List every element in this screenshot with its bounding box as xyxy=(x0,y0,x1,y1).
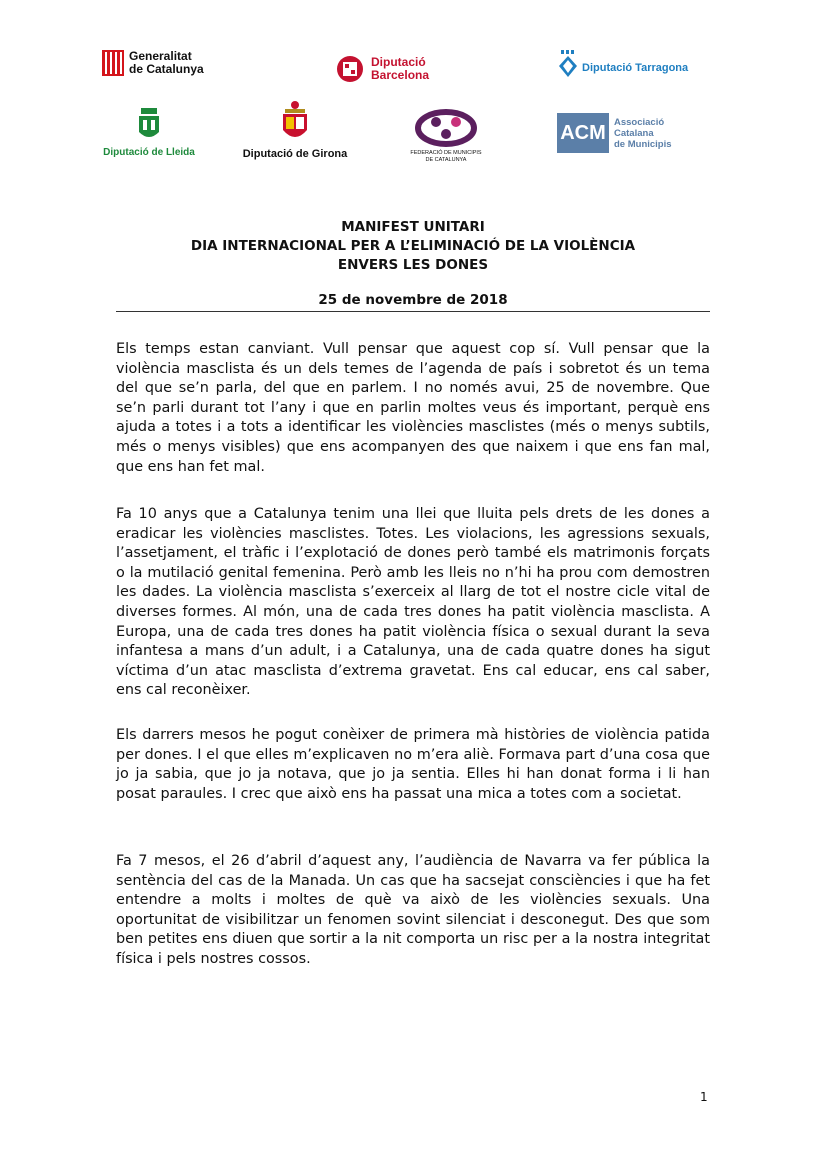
manifesto-title xyxy=(0,218,826,275)
paragraph-3: Els darrers mesos he pogut conèixer de primera mà històries de violència patida per dones. I el que elles m’explicaven no m’era aliè. Formava part d’una cosa que jo ja sabia, que jo ja notava, que jo ja sentia. Elles hi han donat forma i li han posat paraules. I crec que això ens ha passat una mica a totes com a societat. xyxy=(116,727,710,802)
logo-diputacio-tarragona xyxy=(558,50,688,78)
lleida-label: Diputació de Lleida xyxy=(103,147,195,158)
document-date: 25 de novembre de 2018 xyxy=(318,292,508,308)
paragraph-2: Fa 10 anys que a Catalunya tenim una llei que lluita pels drets de les dones a eradicar les violències masclistes. Totes. Les violacions, les agressions sexuals, l’assetjament, el tràfic i l’explotació de dones però també els matrimonis forçats o la mutilació genital femenina. Però amb les lleis no n’hi ha prou com demostren les dades. La violència masclista s’exerceix al llarg de tot el nostre cicle vital de diverses formes. Al món, una de cada tres dones ha patit violència masclista. A Europa, una de cada tres dones ha patit violència física o sexual durant la seva infantesa a mans d’un adult, i a Catalunya, una de cada quatre dones ha sigut víctima d’un atac masclista d’extrema gravetat. Ens cal educar, ens cal saber, ens cal reconèixer. xyxy=(116,506,710,699)
generalitat-emblem-icon xyxy=(102,50,124,76)
page-number: 1 xyxy=(700,1090,708,1104)
title-divider xyxy=(116,311,710,312)
acm-line1: Associació xyxy=(614,116,665,128)
tarragona-label: Diputació Tarragona xyxy=(582,61,689,74)
acm-abbr: ACM xyxy=(557,113,609,153)
paragraph-1: Els temps estan canviant. Vull pensar que aquest cop sí. Vull pensar que la violència masclista és un dels temes de l’agenda de país i sobretot és un tema del que se’n parla, del que en parlem. I no només avui, 25 de novembre. Que se’n parli durant tot l’any i que en parlin moltes veus és important, perquè ens ajuda a totes i a tots a identificar les violències masclistes (més o menys subtils, més o menys visibles) que ens acompanyen des que naixem i que ens fan mal, que ens han fet mal. xyxy=(116,341,710,475)
acm-line3: de Municipis xyxy=(614,138,672,150)
paragraph-4: Fa 7 mesos, el 26 d’abril d’aquest any, l’audiència de Navarra va fer pública la sentència del cas de la Manada. Un cas que ha sacsejat consciències i que ha fet entendre a molts i moltes de què va això de les violències sexuals. Una oportunitat de visibilitzar un fenomen sovint silenciat i desconegut. Des que som ben petites ens diuen que sortir a la nit comporta un risc per a la nostra integritat física i pels nostres cossos. xyxy=(116,853,710,967)
logo-diputacio-lleida xyxy=(100,108,198,158)
lleida-emblem-icon xyxy=(137,108,161,142)
logo-diputacio-barcelona xyxy=(335,55,429,83)
fmc-line2: DE CATALUNYA xyxy=(425,157,467,163)
generalitat-line2: de Catalunya xyxy=(129,62,204,76)
title-line-2: DIA INTERNACIONAL PER A L’ELIMINACIÓ DE LA VIOLÈNCIA xyxy=(190,238,636,254)
title-line-1: MANIFEST UNITARI xyxy=(341,219,485,235)
fmc-line1: FEDERACIÓ DE MUNICIPIS xyxy=(410,150,482,156)
title-line-3: ENVERS LES DONES xyxy=(337,257,489,273)
logo-generalitat xyxy=(102,50,204,76)
girona-label: Diputació de Girona xyxy=(242,148,348,160)
logo-acm xyxy=(557,113,672,153)
acm-line2: Catalana xyxy=(614,127,654,139)
generalitat-line1: Generalitat xyxy=(129,49,192,63)
logo-diputacio-girona xyxy=(240,100,350,160)
barcelona-line1: Diputació xyxy=(371,55,426,69)
barcelona-emblem-icon xyxy=(335,55,365,83)
fmc-emblem-icon xyxy=(414,108,478,148)
logo-federacio-municipis xyxy=(408,108,484,164)
tarragona-emblem-icon xyxy=(558,50,578,78)
girona-emblem-icon xyxy=(279,100,311,144)
barcelona-line2: Barcelona xyxy=(371,68,430,82)
